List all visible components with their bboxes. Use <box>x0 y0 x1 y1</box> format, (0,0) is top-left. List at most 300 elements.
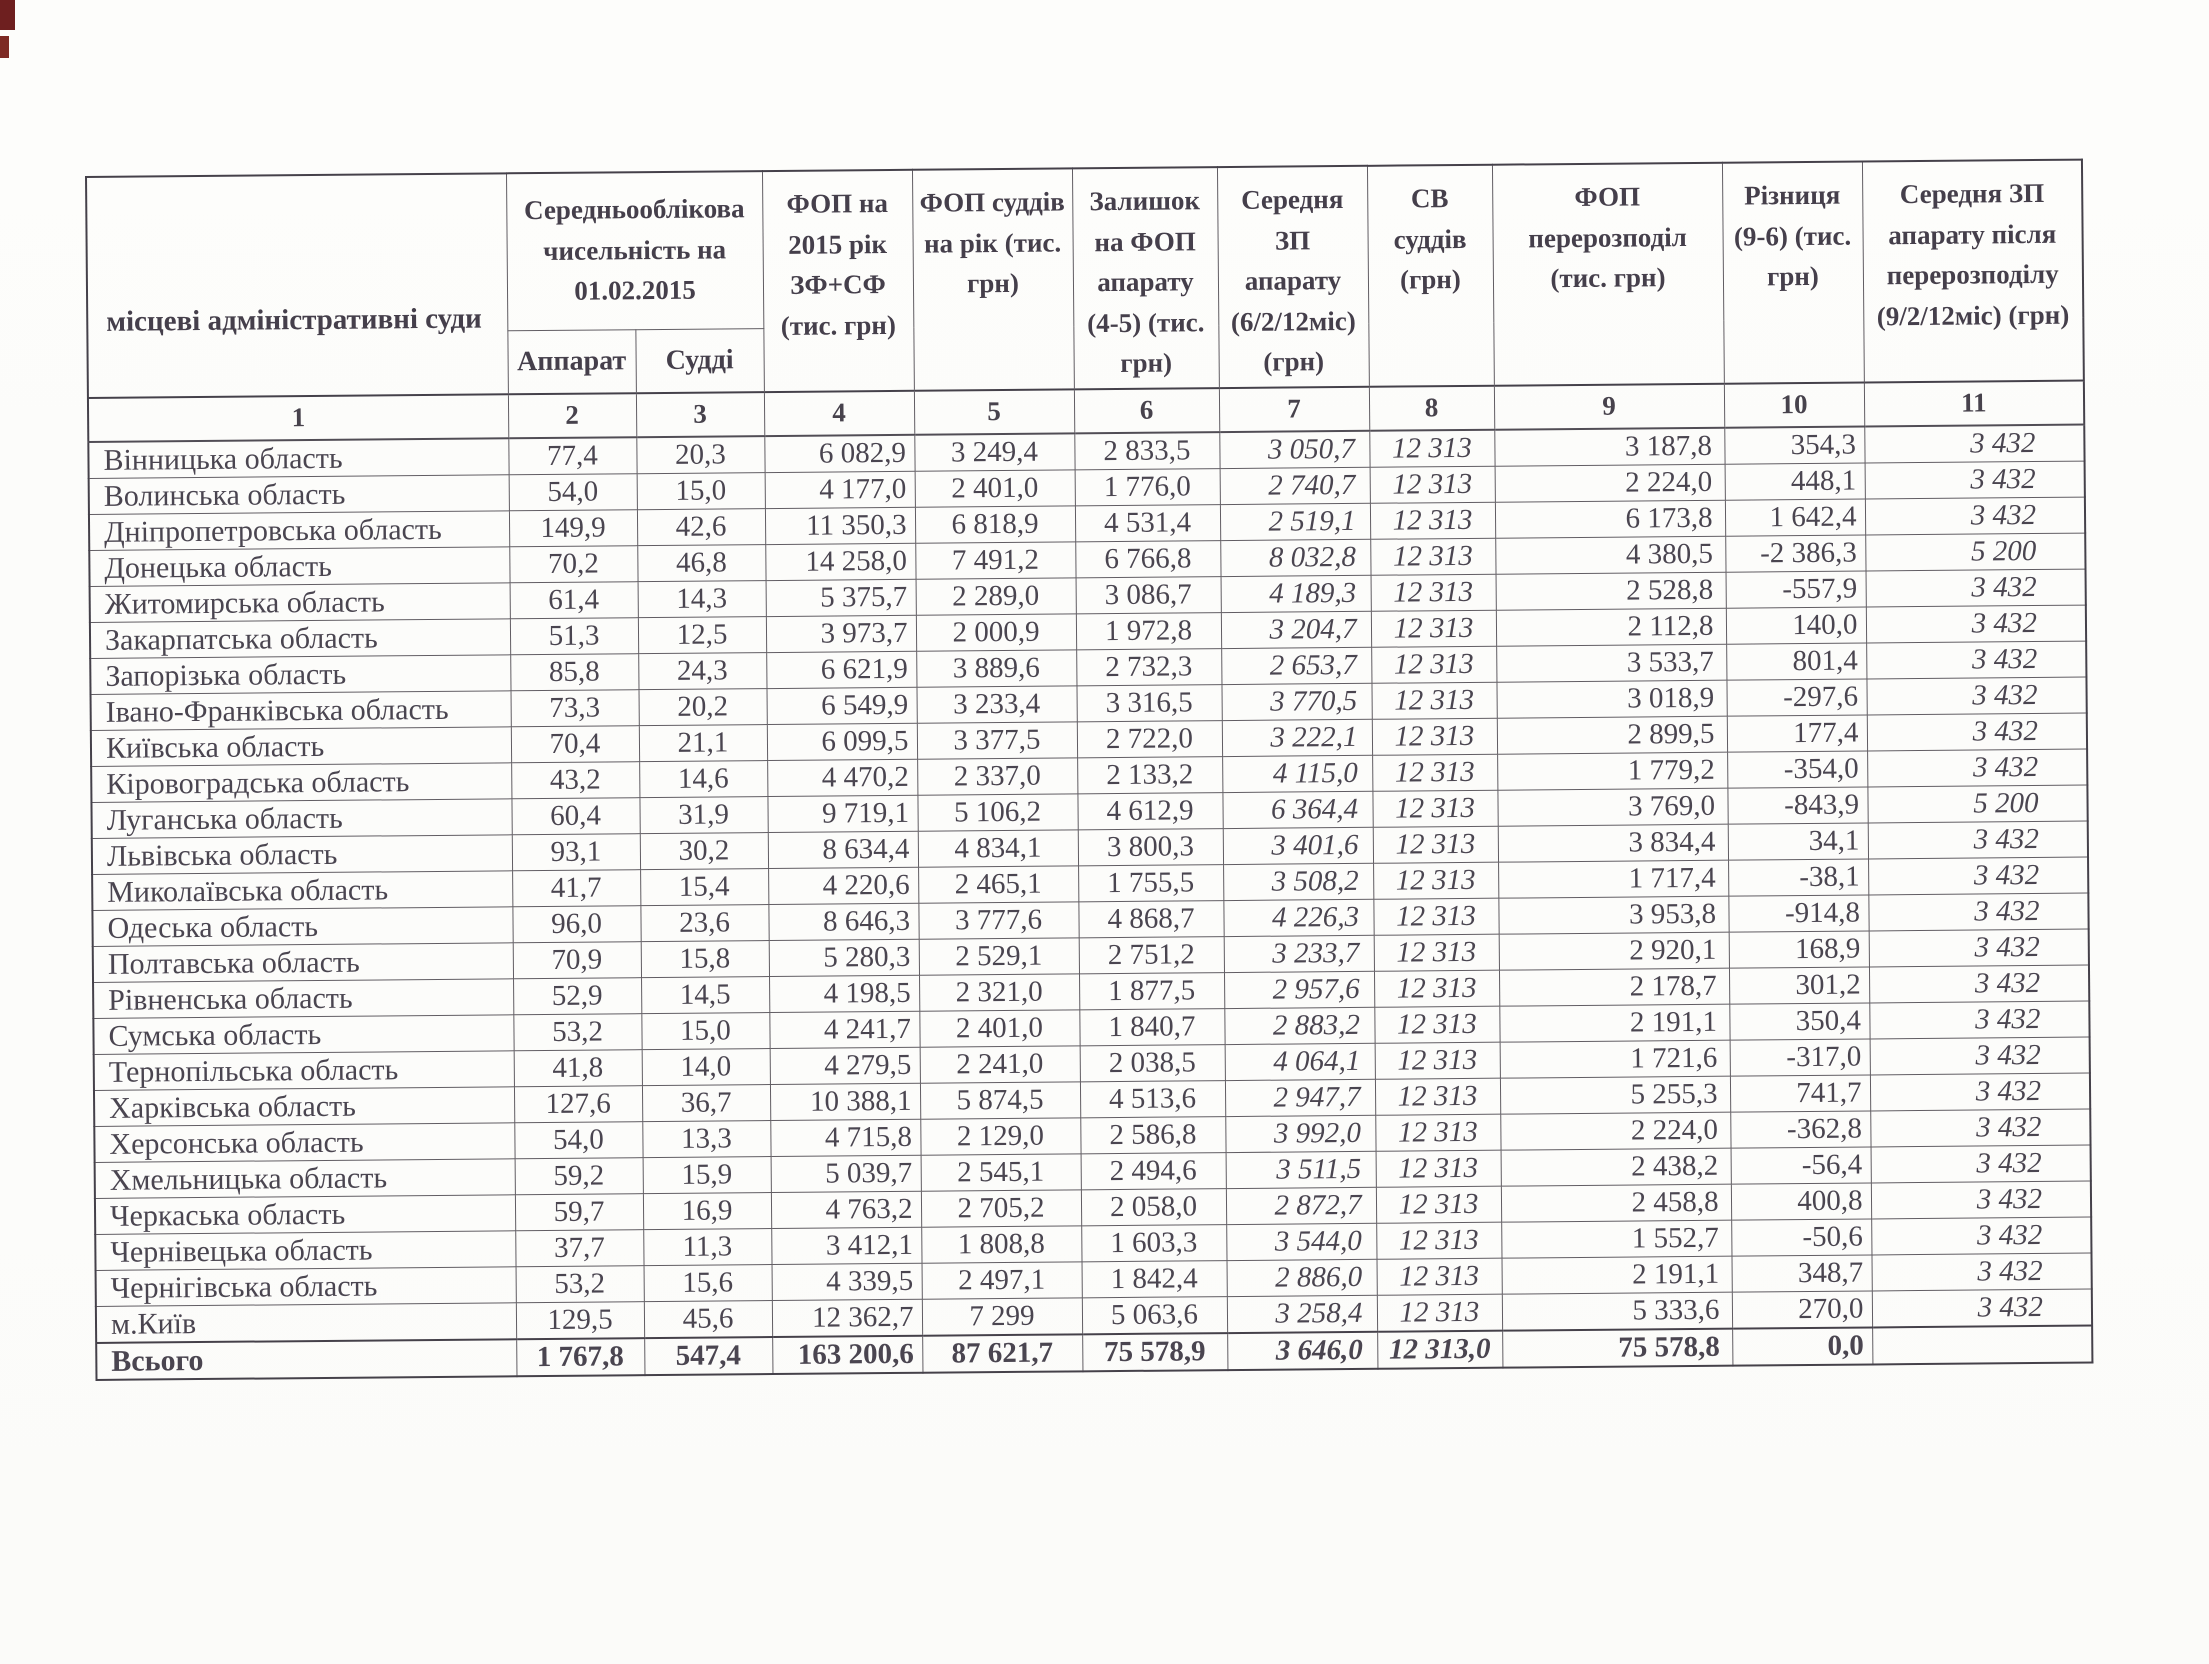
cell-difference: 741,7 <box>1730 1074 1870 1111</box>
column-number: 3 <box>636 392 764 437</box>
cell-fop-balance: 2 732,3 <box>1076 648 1221 685</box>
cell-fop-2015: 3 973,7 <box>766 615 916 652</box>
cell-fop-balance: 75 578,9 <box>1082 1333 1227 1371</box>
cell-sv-judges: 12 313 <box>1369 429 1494 467</box>
cell-difference: -38,1 <box>1728 858 1868 895</box>
cell-fop-balance: 4 612,9 <box>1077 792 1222 829</box>
cell-region: Закарпатська область <box>90 618 510 658</box>
cell-region: м.Київ <box>96 1302 516 1342</box>
cell-difference: -843,9 <box>1727 786 1867 823</box>
cell-apparatus: 77,4 <box>508 437 636 475</box>
cell-sv-judges: 12 313 <box>1373 862 1498 899</box>
cell-region: Вінницька область <box>88 438 508 478</box>
cell-fop-balance: 4 513,6 <box>1080 1080 1225 1117</box>
cell-fop-balance: 2 833,5 <box>1074 432 1219 470</box>
cell-judges: 11,3 <box>643 1228 771 1265</box>
column-number: 5 <box>914 389 1074 434</box>
cell-fop-redistribution: 3 533,7 <box>1496 644 1726 682</box>
column-number: 1 <box>88 394 508 442</box>
cell-judges: 14,3 <box>638 580 766 617</box>
cell-apparatus: 70,9 <box>513 941 641 978</box>
cell-fop-balance: 4 868,7 <box>1078 900 1223 937</box>
cell-region: Донецька область <box>89 546 509 586</box>
cell-apparatus: 51,3 <box>510 617 638 654</box>
cell-apparatus: 129,5 <box>516 1301 644 1339</box>
cell-average-salary: 3 401,6 <box>1223 827 1373 864</box>
cell-sv-judges: 12 313 <box>1373 898 1498 935</box>
cell-average-salary: 3 992,0 <box>1225 1115 1375 1152</box>
cell-fop-judges: 87 621,7 <box>922 1334 1082 1372</box>
cell-average-salary-after: 3 432 <box>1868 893 2088 931</box>
cell-average-salary-after: 3 432 <box>1866 677 2086 715</box>
cell-fop-2015: 4 339,5 <box>772 1263 922 1300</box>
cell-fop-redistribution: 3 834,4 <box>1498 824 1728 862</box>
cell-fop-redistribution: 2 178,7 <box>1499 968 1729 1006</box>
cell-region: Миколаївська область <box>92 870 512 910</box>
cell-difference: -56,4 <box>1731 1146 1871 1183</box>
cell-average-salary-after: 5 200 <box>1867 785 2087 823</box>
cell-fop-2015: 9 719,1 <box>767 795 917 832</box>
cell-average-salary: 2 653,7 <box>1221 647 1371 684</box>
cell-average-salary-after: 3 432 <box>1869 929 2089 967</box>
cell-fop-judges: 2 705,2 <box>921 1189 1081 1226</box>
cell-judges: 21,1 <box>639 724 767 761</box>
cell-fop-redistribution: 75 578,8 <box>1502 1328 1732 1367</box>
cell-fop-judges: 2 497,1 <box>922 1261 1082 1298</box>
cell-fop-2015: 6 549,9 <box>766 687 916 724</box>
cell-average-salary-after: 3 432 <box>1866 641 2086 679</box>
cell-fop-balance: 2 586,8 <box>1080 1116 1225 1153</box>
cell-fop-2015: 4 177,0 <box>765 471 915 508</box>
cell-apparatus: 93,1 <box>512 833 640 870</box>
cell-fop-judges: 5 874,5 <box>920 1081 1080 1118</box>
cell-fop-2015: 4 470,2 <box>767 759 917 796</box>
cell-fop-balance: 3 316,5 <box>1076 684 1221 721</box>
cell-average-salary-after: 3 432 <box>1870 1073 2090 1111</box>
cell-fop-judges: 3 377,5 <box>917 721 1077 758</box>
cell-region: Сумська область <box>93 1014 513 1054</box>
cell-region: Тернопільська область <box>94 1050 514 1090</box>
cell-region: Житомирська область <box>90 582 510 622</box>
cell-sv-judges: 12 313 <box>1370 538 1495 575</box>
cell-fop-judges: 7 491,2 <box>915 541 1075 578</box>
cell-region: Херсонська область <box>94 1122 514 1162</box>
cell-region: Харківська область <box>94 1086 514 1126</box>
cell-fop-redistribution: 3 953,8 <box>1498 896 1728 934</box>
column-number: 2 <box>508 393 636 438</box>
cell-average-salary: 3 508,2 <box>1223 863 1373 900</box>
cell-fop-redistribution: 2 899,5 <box>1497 716 1727 754</box>
cell-apparatus: 41,7 <box>512 869 640 906</box>
cell-average-salary-after: 3 432 <box>1868 857 2088 895</box>
cell-sv-judges: 12 313 <box>1372 718 1497 755</box>
cell-fop-2015: 4 220,6 <box>768 867 918 904</box>
cell-difference: 1 642,4 <box>1725 498 1865 535</box>
cell-fop-redistribution: 2 191,1 <box>1501 1256 1731 1294</box>
cell-fop-2015: 6 099,5 <box>767 723 917 760</box>
cell-average-salary: 6 364,4 <box>1222 791 1372 828</box>
cell-average-salary-after: 3 432 <box>1867 713 2087 751</box>
cell-fop-redistribution: 2 438,2 <box>1501 1148 1731 1186</box>
cell-difference: 348,7 <box>1731 1254 1871 1291</box>
cell-fop-redistribution: 2 112,8 <box>1496 608 1726 646</box>
cell-fop-balance: 3 086,7 <box>1076 576 1221 613</box>
cell-fop-redistribution: 4 380,5 <box>1495 536 1725 574</box>
cell-judges: 14,0 <box>642 1048 770 1085</box>
cell-judges: 15,4 <box>640 868 768 905</box>
cell-apparatus: 53,2 <box>516 1265 644 1302</box>
cell-fop-balance: 2 494,6 <box>1081 1152 1226 1189</box>
cell-apparatus: 59,2 <box>515 1157 643 1194</box>
cell-average-salary-after: 3 432 <box>1867 749 2087 787</box>
cell-judges: 20,2 <box>638 688 766 725</box>
cell-fop-redistribution: 2 458,8 <box>1501 1184 1731 1222</box>
cell-fop-balance: 2 133,2 <box>1077 756 1222 793</box>
cell-difference: 270,0 <box>1732 1290 1872 1328</box>
cell-fop-judges: 3 233,4 <box>916 685 1076 722</box>
subheader-judges: Судді <box>635 329 764 393</box>
cell-average-salary: 2 957,6 <box>1224 971 1374 1008</box>
cell-fop-2015: 6 082,9 <box>764 434 914 472</box>
cell-fop-2015: 3 412,1 <box>771 1227 921 1264</box>
table-header <box>86 160 2084 442</box>
cell-average-salary-after: 3 432 <box>1864 424 2084 462</box>
header-courts: місцеві адміністративні суди <box>86 173 508 397</box>
cell-fop-judges: 1 808,8 <box>921 1225 1081 1262</box>
cell-judges: 23,6 <box>640 904 768 941</box>
cell-judges: 15,9 <box>643 1156 771 1193</box>
cell-difference: -50,6 <box>1731 1218 1871 1255</box>
table-body <box>88 424 2092 1379</box>
cell-judges: 15,6 <box>644 1264 772 1301</box>
cell-difference: 354,3 <box>1724 426 1864 464</box>
cell-fop-balance: 1 972,8 <box>1076 612 1221 649</box>
cell-average-salary-after: 5 200 <box>1865 533 2085 571</box>
cell-sv-judges: 12 313 <box>1372 754 1497 791</box>
column-number: 8 <box>1369 385 1494 430</box>
cell-difference: 34,1 <box>1728 822 1868 859</box>
cell-difference: -362,8 <box>1730 1110 1870 1147</box>
cell-region: Чернігівська область <box>96 1266 516 1306</box>
cell-region: Івано-Франківська область <box>91 690 511 730</box>
cell-difference: -2 386,3 <box>1725 534 1865 571</box>
cell-sv-judges: 12 313 <box>1377 1294 1502 1332</box>
cell-fop-redistribution: 2 920,1 <box>1499 932 1729 970</box>
cell-fop-2015: 5 280,3 <box>769 939 919 976</box>
cell-average-salary-after: 3 432 <box>1870 1109 2090 1147</box>
cell-sv-judges: 12 313 <box>1376 1222 1501 1259</box>
cell-fop-balance: 1 603,3 <box>1081 1224 1226 1261</box>
cell-difference: 168,9 <box>1729 930 1869 967</box>
cell-average-salary: 3 222,1 <box>1222 719 1372 756</box>
subheader-apparatus: Аппарат <box>507 330 636 394</box>
cell-average-salary: 3 770,5 <box>1221 683 1371 720</box>
cell-fop-2015: 11 350,3 <box>765 507 915 544</box>
cell-average-salary-after: 3 432 <box>1868 821 2088 859</box>
cell-fop-2015: 4 763,2 <box>771 1191 921 1228</box>
cell-fop-judges: 2 241,0 <box>920 1045 1080 1082</box>
cell-apparatus: 59,7 <box>515 1193 643 1230</box>
cell-sv-judges: 12 313 <box>1376 1150 1501 1187</box>
cell-sv-judges: 12 313 <box>1376 1258 1501 1295</box>
cell-fop-balance: 2 722,0 <box>1077 720 1222 757</box>
cell-fop-balance: 2 038,5 <box>1080 1044 1225 1081</box>
cell-fop-balance: 6 766,8 <box>1075 540 1220 577</box>
cell-fop-2015: 10 388,1 <box>770 1083 920 1120</box>
cell-fop-judges: 6 818,9 <box>915 505 1075 542</box>
cell-fop-2015: 6 621,9 <box>766 651 916 688</box>
cell-apparatus: 1 767,8 <box>516 1338 644 1376</box>
cell-fop-redistribution: 2 224,0 <box>1500 1112 1730 1150</box>
cell-average-salary: 2 519,1 <box>1220 503 1370 540</box>
cell-sv-judges: 12 313 <box>1374 970 1499 1007</box>
cell-fop-redistribution: 1 717,4 <box>1498 860 1728 898</box>
header-average-salary-after: Середня ЗП апарату після перерозподілу (9/2/12міс) (грн) <box>1862 160 2084 382</box>
cell-judges: 36,7 <box>642 1084 770 1121</box>
cell-fop-2015: 4 198,5 <box>769 975 919 1012</box>
cell-sv-judges: 12 313 <box>1375 1114 1500 1151</box>
cell-fop-balance: 1 842,4 <box>1082 1260 1227 1297</box>
cell-region: Полтавська область <box>93 942 513 982</box>
header-fop-judges: ФОП суддів на рік (тис. грн) <box>912 168 1074 390</box>
cell-fop-judges: 2 337,0 <box>917 757 1077 794</box>
cell-average-salary: 4 115,0 <box>1222 755 1372 792</box>
cell-apparatus: 127,6 <box>514 1085 642 1122</box>
cell-judges: 20,3 <box>636 436 764 474</box>
cell-fop-redistribution: 2 191,1 <box>1499 1004 1729 1042</box>
cell-average-salary: 3 050,7 <box>1219 430 1369 468</box>
cell-sv-judges: 12 313 <box>1371 574 1496 611</box>
cell-apparatus: 73,3 <box>511 689 639 726</box>
cell-average-salary-after: 3 432 <box>1866 605 2086 643</box>
cell-region: Всього <box>96 1339 516 1380</box>
cell-difference: 301,2 <box>1729 966 1869 1003</box>
cell-average-salary: 3 258,4 <box>1227 1295 1377 1333</box>
cell-difference: 140,0 <box>1726 606 1866 643</box>
cell-fop-judges: 2 129,0 <box>920 1117 1080 1154</box>
cell-apparatus: 37,7 <box>515 1229 643 1266</box>
cell-apparatus: 54,0 <box>514 1121 642 1158</box>
cell-region: Волинська область <box>89 474 509 514</box>
cell-fop-redistribution: 1 779,2 <box>1497 752 1727 790</box>
cell-region: Київська область <box>91 726 511 766</box>
header-fop-balance: Залишок на ФОП апарату (4-5) (тис. грн) <box>1072 167 1219 389</box>
cell-fop-judges: 2 545,1 <box>921 1153 1081 1190</box>
cell-fop-balance: 2 751,2 <box>1079 936 1224 973</box>
cell-average-salary-after: 3 432 <box>1872 1289 2092 1327</box>
cell-fop-2015: 12 362,7 <box>772 1299 922 1337</box>
cell-average-salary: 3 204,7 <box>1221 611 1371 648</box>
scan-artifact <box>0 0 15 30</box>
cell-fop-judges: 2 401,0 <box>919 1009 1079 1046</box>
cell-apparatus: 149,9 <box>509 509 637 546</box>
cell-fop-judges: 2 321,0 <box>919 973 1079 1010</box>
column-number: 7 <box>1219 386 1369 431</box>
cell-judges: 42,6 <box>637 508 765 545</box>
cell-average-salary: 4 064,1 <box>1225 1043 1375 1080</box>
cell-fop-redistribution: 3 018,9 <box>1496 680 1726 718</box>
cell-fop-2015: 163 200,6 <box>772 1335 922 1373</box>
cell-region: Чернівецька область <box>95 1230 515 1270</box>
cell-fop-2015: 14 258,0 <box>765 543 915 580</box>
cell-average-salary: 2 886,0 <box>1227 1259 1377 1296</box>
cell-apparatus: 70,4 <box>511 725 639 762</box>
cell-average-salary-after: 3 432 <box>1866 569 2086 607</box>
cell-average-salary-after: 3 432 <box>1869 965 2089 1003</box>
cell-sv-judges: 12 313,0 <box>1377 1330 1502 1368</box>
cell-fop-2015: 4 279,5 <box>770 1047 920 1084</box>
cell-difference: -317,0 <box>1730 1038 1870 1075</box>
cell-sv-judges: 12 313 <box>1373 826 1498 863</box>
cell-fop-2015: 5 039,7 <box>771 1155 921 1192</box>
cell-fop-judges: 2 289,0 <box>916 577 1076 614</box>
cell-judges: 547,4 <box>644 1337 772 1375</box>
cell-judges: 15,0 <box>641 1012 769 1049</box>
cell-fop-redistribution: 1 721,6 <box>1500 1040 1730 1078</box>
cell-sv-judges: 12 313 <box>1371 610 1496 647</box>
cell-sv-judges: 12 313 <box>1374 934 1499 971</box>
cell-apparatus: 85,8 <box>510 653 638 690</box>
cell-difference: -354,0 <box>1727 750 1867 787</box>
cell-sv-judges: 12 313 <box>1371 646 1496 683</box>
cell-region: Дніпропетровська область <box>89 510 509 550</box>
cell-apparatus: 43,2 <box>511 761 639 798</box>
cell-apparatus: 52,9 <box>513 977 641 1014</box>
cell-judges: 16,9 <box>643 1192 771 1229</box>
cell-average-salary-after: 3 432 <box>1865 497 2085 535</box>
cell-fop-balance: 1 776,0 <box>1075 468 1220 505</box>
cell-fop-redistribution: 3 187,8 <box>1494 427 1724 466</box>
cell-judges: 15,0 <box>637 472 765 509</box>
cell-region: Хмельницька область <box>95 1158 515 1198</box>
cell-fop-judges: 3 889,6 <box>916 649 1076 686</box>
cell-average-salary: 4 226,3 <box>1223 899 1373 936</box>
cell-average-salary-after: 3 432 <box>1870 1037 2090 1075</box>
cell-difference: 177,4 <box>1727 714 1867 751</box>
cell-average-salary: 3 646,0 <box>1227 1331 1377 1369</box>
cell-apparatus: 41,8 <box>514 1049 642 1086</box>
cell-fop-judges: 2 465,1 <box>918 865 1078 902</box>
cell-difference: 350,4 <box>1729 1002 1869 1039</box>
cell-sv-judges: 12 313 <box>1376 1186 1501 1223</box>
cell-fop-balance: 1 877,5 <box>1079 972 1224 1009</box>
cell-fop-judges: 3 777,6 <box>918 901 1078 938</box>
salary-redistribution-table <box>85 159 2093 1381</box>
cell-apparatus: 60,4 <box>511 797 639 834</box>
column-number: 11 <box>1864 380 2084 426</box>
header-difference: Різниця (9-6) (тис. грн) <box>1722 161 1864 383</box>
cell-average-salary: 2 883,2 <box>1224 1007 1374 1044</box>
cell-fop-2015: 5 375,7 <box>766 579 916 616</box>
cell-fop-redistribution: 3 769,0 <box>1497 788 1727 826</box>
cell-region: Львівська область <box>92 834 512 874</box>
cell-fop-redistribution: 2 224,0 <box>1495 464 1725 502</box>
cell-average-salary-after: 3 432 <box>1871 1253 2091 1291</box>
cell-difference: -557,9 <box>1726 570 1866 607</box>
cell-average-salary: 3 511,5 <box>1226 1151 1376 1188</box>
column-number: 4 <box>764 390 914 435</box>
cell-fop-judges: 2 529,1 <box>919 937 1079 974</box>
cell-average-salary: 4 189,3 <box>1221 575 1371 612</box>
cell-fop-balance: 4 531,4 <box>1075 504 1220 541</box>
cell-difference: -914,8 <box>1728 894 1868 931</box>
cell-average-salary: 3 544,0 <box>1226 1223 1376 1260</box>
cell-fop-2015: 8 646,3 <box>768 903 918 940</box>
cell-fop-redistribution: 5 333,6 <box>1502 1292 1732 1331</box>
cell-judges: 31,9 <box>639 796 767 833</box>
cell-region: Рівненська область <box>93 978 513 1018</box>
cell-fop-judges: 3 249,4 <box>914 433 1074 471</box>
table-container <box>85 159 2093 1381</box>
cell-apparatus: 96,0 <box>512 905 640 942</box>
cell-fop-judges: 7 299 <box>922 1297 1082 1335</box>
cell-sv-judges: 12 313 <box>1370 502 1495 539</box>
cell-fop-balance: 1 755,5 <box>1078 864 1223 901</box>
cell-difference: 0,0 <box>1732 1327 1872 1365</box>
cell-fop-balance: 1 840,7 <box>1079 1008 1224 1045</box>
cell-difference: -297,6 <box>1726 678 1866 715</box>
cell-judges: 14,6 <box>639 760 767 797</box>
cell-judges: 14,5 <box>641 976 769 1013</box>
cell-region: Запорізька область <box>90 654 510 694</box>
cell-fop-2015: 8 634,4 <box>768 831 918 868</box>
cell-difference: 801,4 <box>1726 642 1866 679</box>
cell-average-salary: 2 947,7 <box>1225 1079 1375 1116</box>
cell-apparatus: 70,2 <box>509 545 637 582</box>
cell-average-salary: 3 233,7 <box>1224 935 1374 972</box>
cell-average-salary: 2 872,7 <box>1226 1187 1376 1224</box>
cell-fop-judges: 4 834,1 <box>918 829 1078 866</box>
cell-region: Кіровоградська область <box>91 762 511 802</box>
cell-fop-balance: 3 800,3 <box>1078 828 1223 865</box>
cell-fop-2015: 4 715,8 <box>770 1119 920 1156</box>
cell-difference: 448,1 <box>1725 462 1865 499</box>
cell-average-salary-after: 3 432 <box>1871 1217 2091 1255</box>
cell-fop-judges: 5 106,2 <box>917 793 1077 830</box>
cell-region: Луганська область <box>91 798 511 838</box>
column-number: 9 <box>1494 383 1724 429</box>
header-average-salary: Середня ЗП апарату (6/2/12міс) (грн) <box>1217 166 1369 388</box>
cell-average-salary: 8 032,8 <box>1220 539 1370 576</box>
cell-sv-judges: 12 313 <box>1370 466 1495 503</box>
cell-apparatus: 61,4 <box>510 581 638 618</box>
cell-region: Черкаська область <box>95 1194 515 1234</box>
cell-fop-judges: 2 000,9 <box>916 613 1076 650</box>
cell-judges: 15,8 <box>641 940 769 977</box>
scan-artifact <box>0 36 9 58</box>
cell-fop-judges: 2 401,0 <box>915 469 1075 506</box>
cell-judges: 13,3 <box>642 1120 770 1157</box>
cell-sv-judges: 12 313 <box>1372 790 1497 827</box>
header-sv-judges: СВ суддів (грн) <box>1367 165 1494 387</box>
cell-sv-judges: 12 313 <box>1374 1006 1499 1043</box>
cell-fop-redistribution: 6 173,8 <box>1495 500 1725 538</box>
cell-average-salary: 2 740,7 <box>1220 467 1370 504</box>
cell-sv-judges: 12 313 <box>1375 1042 1500 1079</box>
cell-fop-redistribution: 1 552,7 <box>1501 1220 1731 1258</box>
cell-average-salary-after: 3 432 <box>1871 1181 2091 1219</box>
column-number: 6 <box>1074 388 1219 433</box>
cell-judges: 12,5 <box>638 616 766 653</box>
cell-judges: 45,6 <box>644 1300 772 1338</box>
cell-region: Одеська область <box>92 906 512 946</box>
cell-fop-redistribution: 2 528,8 <box>1496 572 1726 610</box>
cell-judges: 24,3 <box>638 652 766 689</box>
column-number: 10 <box>1724 382 1864 427</box>
cell-average-salary-after <box>1872 1325 2092 1364</box>
cell-judges: 46,8 <box>637 544 765 581</box>
cell-difference: 400,8 <box>1731 1182 1871 1219</box>
